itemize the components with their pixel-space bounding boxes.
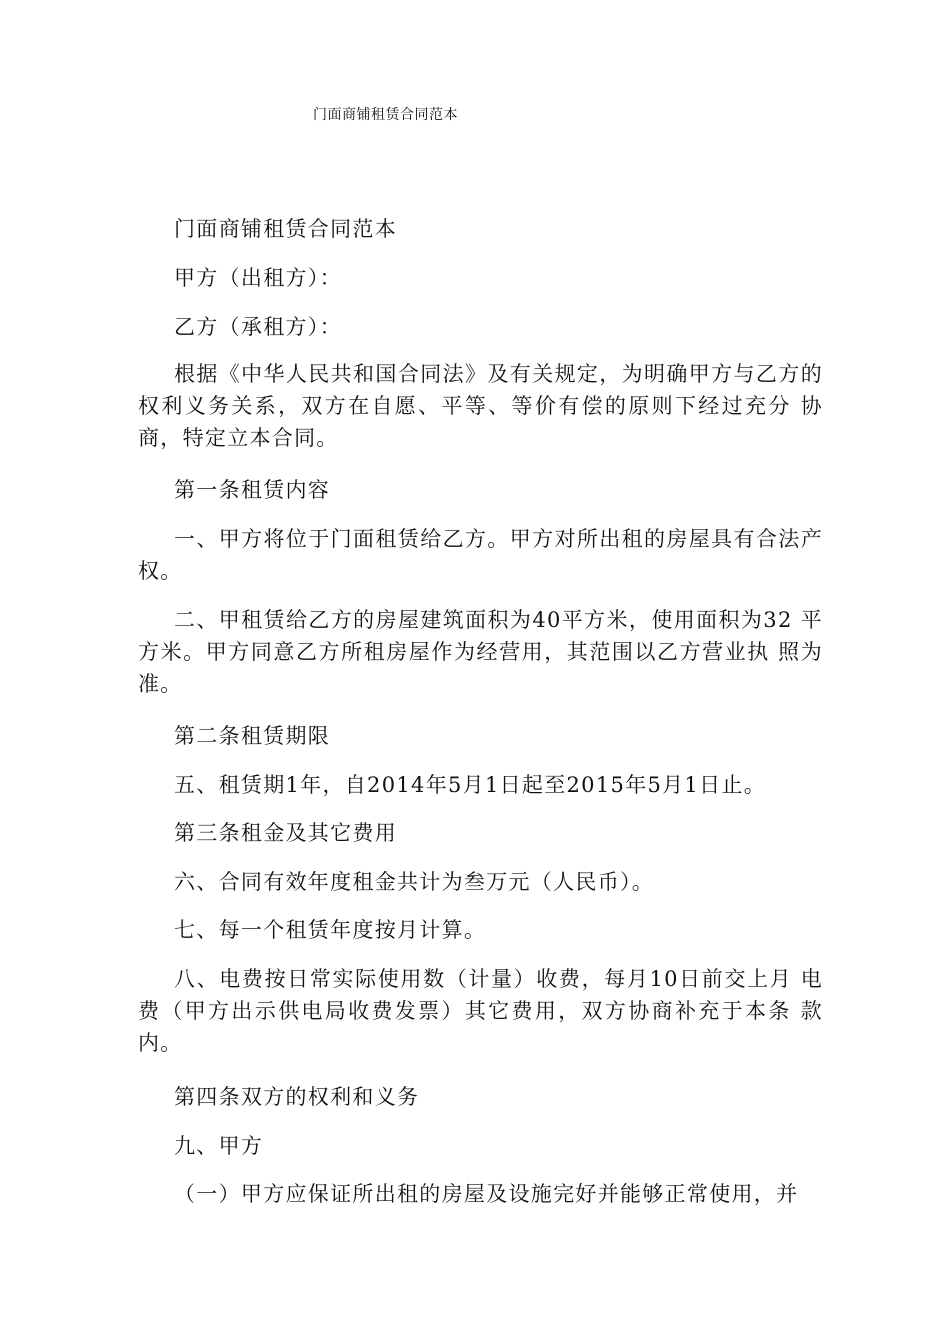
clause-8: 八、电费按日常实际使用数（计量）收费，每月10日前交上月 电费（甲方出示供电局收费发票）其它费用，双方协商补充于本条 款内。 xyxy=(138,967,823,1055)
clause-5: 五、租赁期1年，自2014年5月1日起至2015年5月1日止。 xyxy=(174,773,766,797)
document-title: 门面商铺租赁合同范本 xyxy=(174,217,397,241)
sub-clause-1: （一）甲方应保证所出租的房屋及设施完好并能够正常使用，并 xyxy=(174,1182,799,1206)
party-a-line: 甲方（出租方）： xyxy=(174,266,342,290)
preamble-paragraph: 根据《中华人民共和国合同法》及有关规定，为明确甲方与乙方的权利义务关系，双方在自愿、平等、等价有偿的原则下经过充分 协商，特定立本合同。 xyxy=(138,362,823,450)
clause-7: 七、每一个租赁年度按月计算。 xyxy=(174,918,487,942)
clause-6: 六、合同有效年度租金共计为叁万元（人民币）。 xyxy=(174,870,655,894)
clause-2: 二、甲租赁给乙方的房屋建筑面积为40平方米，使用面积为32 平方米。甲方同意乙方所租房屋作为经营用，其范围以乙方营业执 照为准。 xyxy=(138,608,823,696)
clause-1: 一、甲方将位于门面租赁给乙方。甲方对所出租的房屋具有合法产权。 xyxy=(138,527,823,583)
article-4-heading: 第四条双方的权利和义务 xyxy=(174,1085,420,1109)
clause-9: 九、甲方 xyxy=(174,1134,264,1158)
page-header: 门面商铺租赁合同范本 xyxy=(313,107,458,123)
article-3-heading: 第三条租金及其它费用 xyxy=(174,821,397,845)
party-b-line: 乙方（承租方）： xyxy=(174,315,342,339)
article-2-heading: 第二条租赁期限 xyxy=(174,724,331,748)
article-1-heading: 第一条租赁内容 xyxy=(174,478,331,502)
